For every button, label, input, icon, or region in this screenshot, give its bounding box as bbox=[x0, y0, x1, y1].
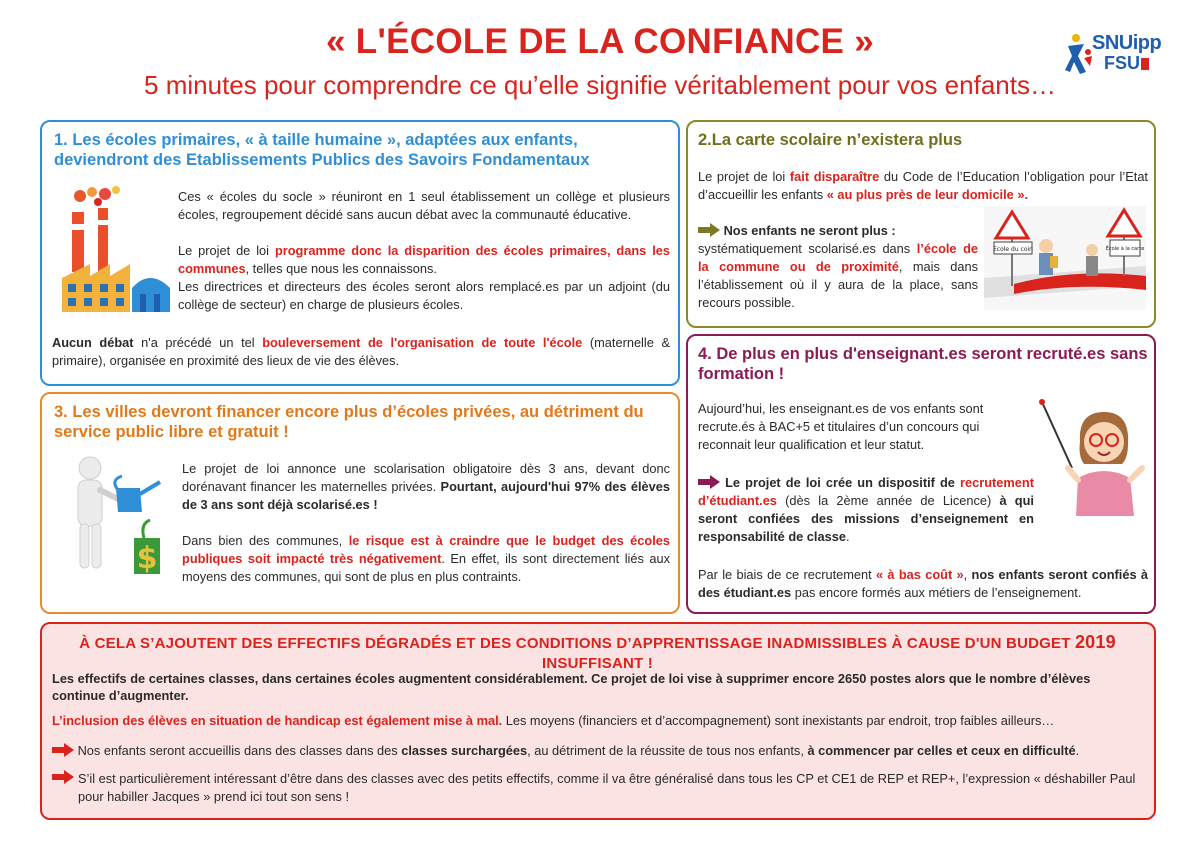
teacher-illustration bbox=[1038, 398, 1148, 518]
arrow-right-icon bbox=[52, 743, 74, 757]
section-private-schools-p1: Le projet de loi annonce une scolarisation obligatoire dès 3 ans, devant donc dorénavant financer les maternelles privées. Pourtant, aujourd'hui 97% des élèves de 3 ans sont déjà scolarisé.es ! bbox=[182, 461, 670, 512]
page-subtitle: 5 minutes pour comprendre ce qu’elle signifie véritablement pour vos enfants… bbox=[144, 70, 1056, 100]
section-schools-title: 1. Les écoles primaires, « à taille humaine », adaptées aux enfants, deviendront des Etablissements Publics des Savoirs Fondamentaux bbox=[54, 131, 590, 169]
logo-line1: SNUipp bbox=[1092, 32, 1162, 54]
section-untrained-teachers-p1: Aujourd’hui, les enseignant.es de vos enfants sont recrute.és à BAC+5 et titulaires d’un concours qui reconnait leur qualification et leur statut. bbox=[698, 401, 984, 452]
section-school-map bbox=[686, 120, 1156, 328]
sign-local-school: Ecole du coin bbox=[993, 246, 1033, 253]
logo-figures-icon bbox=[1064, 32, 1094, 78]
section-budget-p1: Les effectifs de certaines classes, dans certaines écoles augmentent considérablement. Ce projet de loi vise à supprimer encore 2650 postes alors que le nombre d’élèves continue d’augmenter. bbox=[52, 671, 1091, 703]
arrow-right-icon bbox=[698, 223, 720, 237]
section-schools-p2: Le projet de loi programme donc la disparition des écoles primaires, dans les communes, telles que nous les connaissons. bbox=[178, 243, 670, 276]
section-schools bbox=[40, 120, 680, 386]
section-private-schools bbox=[40, 392, 680, 614]
section-budget-p4-arrow bbox=[52, 770, 74, 784]
section-budget-p4: S’il est particulièrement intéressant d’être dans des classes avec des petits effectifs, comme il va être généralisé dans tous les CP et CE1 de REP et REP+, l’expression « déshabiller Paul pour habiller Jacques » prend ici tout son sens ! bbox=[78, 771, 1136, 804]
school-signs-illustration bbox=[984, 206, 1146, 310]
logo-line2: FSU bbox=[1104, 53, 1149, 74]
section-budget-title: À CELA S’AJOUTENT DES EFFECTIFS DÉGRADÉS ET DES CONDITIONS D’APPRENTISSAGE INADMISSIBLES À CAUSE D'UN BUDGET 2019 INSUFFISANT ! bbox=[79, 632, 1116, 672]
section-untrained-teachers bbox=[686, 334, 1156, 614]
section-budget-p3: Nos enfants seront accueillis dans des classes dans des classes surchargées, au détriment de la réussite de tous nos enfants, à commencer par celles et ceux en difficulté. bbox=[52, 742, 1146, 760]
section-budget-p2: L’inclusion des élèves en situation de handicap est également mise à mal. Les moyens (financiers et d’accompagnement) sont inexistants par endroit, trop faibles ailleurs… bbox=[52, 713, 1055, 728]
factory-illustration bbox=[50, 184, 180, 314]
snuipp-logo bbox=[1064, 30, 1174, 80]
section-untrained-teachers-p2: Le projet de loi crée un dispositif de recrutement d’étudiant.es (dès la 2ème année de Licence) à qui seront confiées des missions d’enseignement en responsabilité de classe. bbox=[698, 475, 1034, 544]
section-schools-p3: Les directrices et directeurs des écoles seront alors remplacé.es par un adjoint (du collège de secteur) en charge de plusieurs écoles. bbox=[178, 279, 670, 312]
section-untrained-teachers-title: 4. De plus en plus d'enseignant.es seront recruté.es sans formation ! bbox=[698, 345, 1148, 383]
section-private-schools-p2: Dans bien des communes, le risque est à craindre que le budget des écoles publiques soit impacté très négativement. En effet, ils sont directement liés aux moyens des communes, qui sont de plus en plus contraints. bbox=[182, 533, 670, 584]
section-school-map-title: 2.La carte scolaire n’existera plus bbox=[698, 131, 963, 149]
section-school-map-p2: systématiquement scolarisé.es dans l’école de la commune ou de proximité, mais dans l’établissement où il y aura de la place, sans recours possible. bbox=[698, 241, 979, 310]
section-schools-p1: Ces « écoles du socle » réuniront en 1 seul établissement un collège et plusieurs écoles, regroupement décidé sans aucun débat avec la communauté éducative. bbox=[178, 189, 670, 222]
section-school-map-p1: Le projet de loi fait disparaître du Code de l’Education l’obligation pour l’Etat d’accueillir les enfants « au plus près de leur domicile ». bbox=[698, 169, 1148, 202]
section-budget bbox=[40, 622, 1156, 820]
section-private-schools-title: 3. Les villes devront financer encore plus d’écoles privées, au détriment du service public libre et gratuit ! bbox=[54, 403, 644, 441]
section-schools-p4: Aucun débat n'a précédé un tel bouleversement de l'organisation de toute l'école (maternelle & primaire), organisée en proximité des lieux de vie des élèves. bbox=[52, 335, 670, 368]
section-untrained-teachers-p3: Par le biais de ce recrutement « à bas coût », nos enfants seront confiés à des étudiant.es pas encore formés aux métiers de l’enseignement. bbox=[698, 567, 1148, 600]
section-school-map-p2-head: Nos enfants ne seront plus : bbox=[698, 222, 978, 240]
arrow-right-icon bbox=[698, 475, 720, 489]
watering-money-illustration bbox=[60, 454, 170, 584]
page-title: « L'ÉCOLE DE LA CONFIANCE » bbox=[326, 22, 874, 61]
arrow-right-icon bbox=[52, 770, 74, 784]
sign-school-choice: École à la carte bbox=[1105, 246, 1145, 252]
svg-text:$: $ bbox=[136, 541, 158, 576]
